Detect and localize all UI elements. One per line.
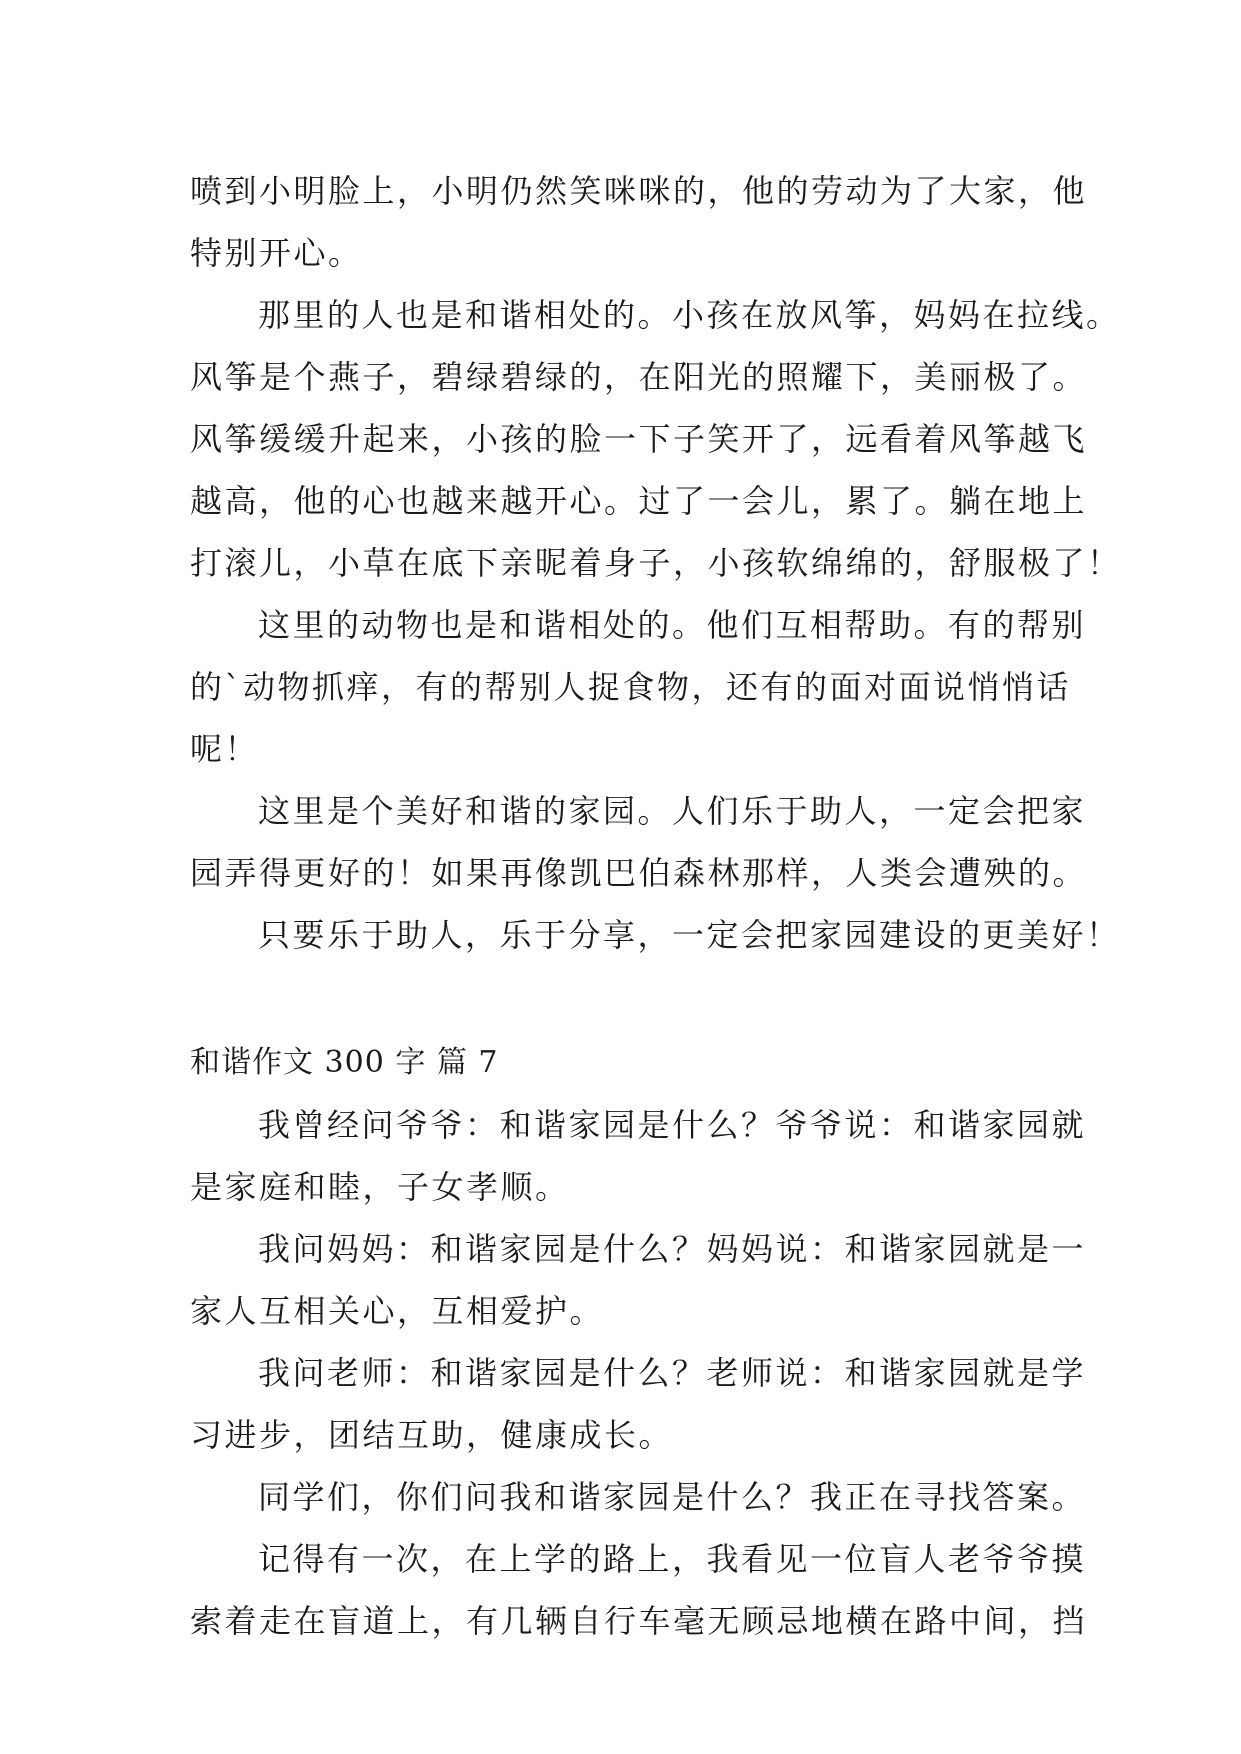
- text-line: 习进步，团结互助，健康成长。: [190, 1416, 674, 1454]
- paragraph-start: 这里是个美好和谐的家园。人们乐于助人，一定会把家: [258, 792, 1087, 830]
- text-line: 索着走在盲道上，有几辆自行车毫无顾忌地横在路中间，挡: [190, 1602, 1088, 1640]
- paragraph-start: 只要乐于助人，乐于分享，一定会把家园建设的更美好！: [258, 916, 1121, 954]
- paragraph-start: 那里的人也是和谐相处的。小孩在放风筝，妈妈在拉线。: [258, 296, 1121, 334]
- document-page: [190, 160, 1122, 1652]
- text-line: 风筝是个燕子，碧绿碧绿的，在阳光的照耀下，美丽极了。: [190, 358, 1088, 396]
- paragraph-start: 我问妈妈：和谐家园是什么？妈妈说：和谐家园就是一: [258, 1230, 1087, 1268]
- text-line: 越高，他的心也越来越开心。过了一会儿，累了。躺在地上: [190, 482, 1088, 520]
- section-gap: [190, 966, 1060, 1032]
- text-line: 喷到小明脸上，小明仍然笑咪咪的，他的劳动为了大家，他: [190, 172, 1088, 210]
- text-line: 园弄得更好的！如果再像凯巴伯森林那样，人类会遭殃的。: [190, 854, 1088, 892]
- paragraph-start: 我问老师：和谐家园是什么？老师说：和谐家园就是学: [258, 1354, 1087, 1392]
- text-line: 特别开心。: [190, 234, 363, 272]
- text-line: 风筝缓缓升起来，小孩的脸一下子笑开了，远看着风筝越飞: [190, 420, 1088, 458]
- section-heading: 和谐作文 300 字 篇 7: [190, 1045, 499, 1080]
- paragraph-start: 记得有一次，在上学的路上，我看见一位盲人老爷爷摸: [258, 1540, 1087, 1578]
- paragraph-start: 我曾经问爷爷：和谐家园是什么？爷爷说：和谐家园就: [258, 1106, 1087, 1144]
- paragraph-start: 这里的动物也是和谐相处的。他们互相帮助。有的帮别: [258, 606, 1087, 644]
- text-line: 是家庭和睦，子女孝顺。: [190, 1168, 570, 1206]
- paragraph-start: 同学们，你们问我和谐家园是什么？我正在寻找答案。: [258, 1478, 1087, 1516]
- text-line: 呢！: [190, 730, 260, 768]
- text-line: 家人互相关心，互相爱护。: [190, 1292, 605, 1330]
- text-line: 打滚儿，小草在底下亲昵着身子，小孩软绵绵的，舒服极了！: [190, 544, 1122, 582]
- text-line: 的`动物抓痒，有的帮别人捉食物，还有的面对面说悄悄话: [190, 668, 1072, 706]
